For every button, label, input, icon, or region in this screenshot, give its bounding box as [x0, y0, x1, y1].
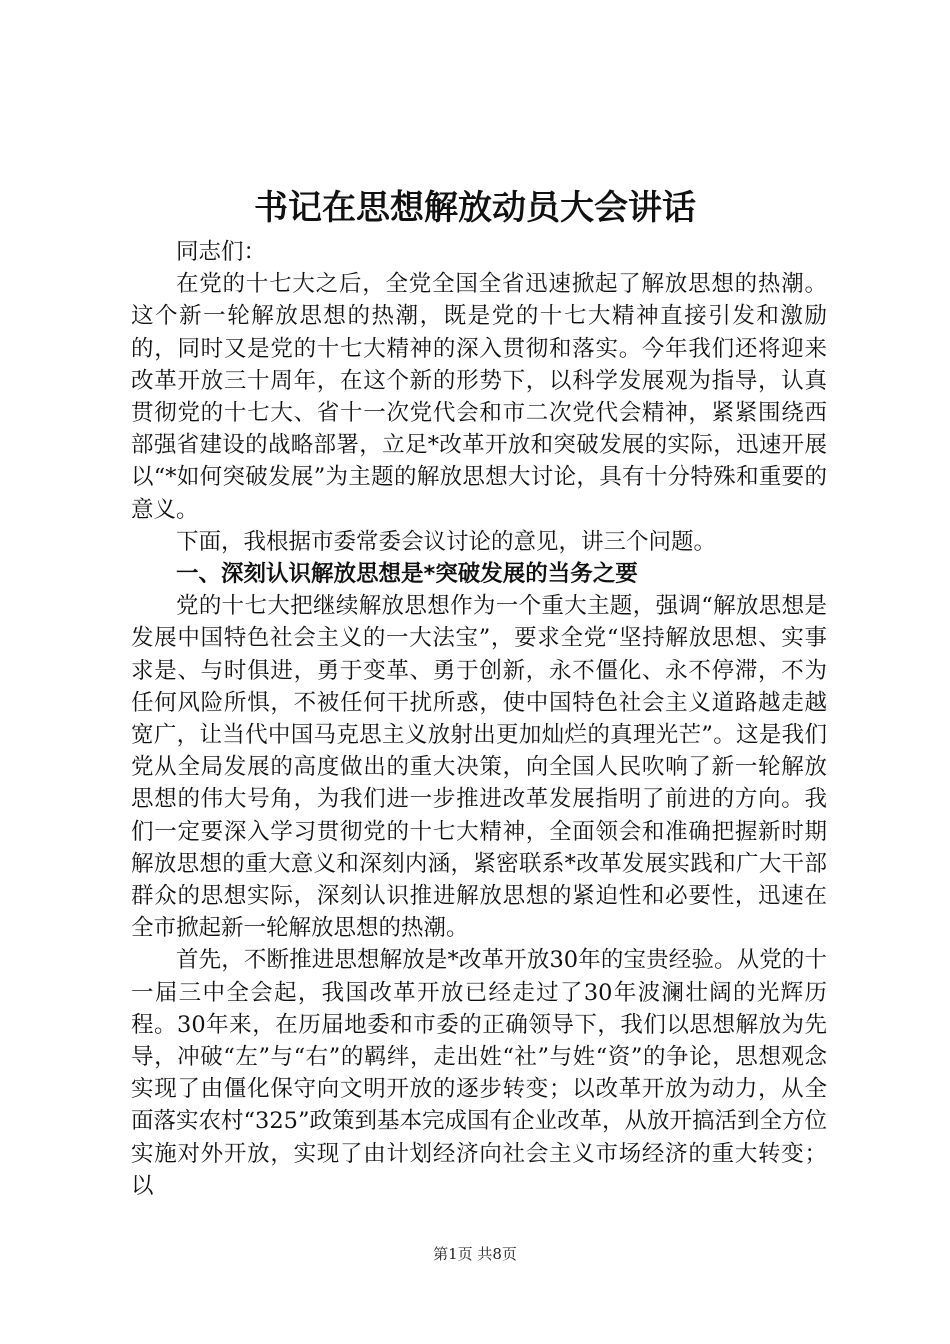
page-title: 书记在思想解放动员大会讲话: [254, 188, 696, 228]
paragraph-outline: 下面，我根据市委常委会议讨论的意见，讲三个问题。: [176, 528, 717, 555]
page-number-footer: 第1页 共8页: [433, 1245, 517, 1263]
document-body: [131, 236, 827, 1202]
paragraph-section-2: 首先，不断推进思想解放是*改革开放30年的宝贵经验。从党的十一届三中全会起，我国改革开放已经走过了30年波澜壮阔的光辉历程。30年来，在历届地委和市委的正确领导下，我们以思想解放为先导，冲破“左”与“右”的羁绊，走出姓“社”与姓“资”的争论，思想观念实现了由僵化保守向文明开放的逐步转变；以改革开放为动力，从全面落实农村“325”政策到基本完成国有企业改革，从放开搞活到全方位实施对外开放，实现了由计划经济向社会主义市场经济的重大转变；以: [131, 947, 827, 1199]
paragraph-section-1: 党的十七大把继续解放思想作为一个重大主题，强调“解放思想是发展中国特色社会主义的一大法宝”，要求全党“坚持解放思想、实事求是、与时俱进，勇于变革、勇于创新，永不僵化、永不停滞，不为任何风险所惧，不被任何干扰所惑，使中国特色社会主义道路越走越宽广，让当代中国马克思主义放射出更加灿烂的真理光芒”。这是我们党从全局发展的高度做出的重大决策，向全国人民吹响了新一轮解放思想的伟大号角，为我们进一步推进改革发展指明了前进的方向。我们一定要深入学习贯彻党的十七大精神，全面领会和准确把握新时期解放思想的重大意义和深刻内涵，紧密联系*改革发展实践和广大干部群众的思想实际，深刻认识推进解放思想的紧迫性和必要性，迅速在全市掀起新一轮解放思想的热潮。: [131, 593, 827, 942]
salutation: 同志们：: [176, 239, 267, 265]
paragraph-intro: 在党的十七大之后，全党全国全省迅速掀起了解放思想的热潮。这个新一轮解放思想的热潮，既是党的十七大精神直接引发和激励的，同时又是党的十七大精神的深入贯彻和落实。今年我们还将迎来改革开放三十周年，在这个新的形势下，以科学发展观为指导，认真贯彻党的十七大、省十一次党代会和市二次党代会精神，紧紧围绕西部强省建设的战略部署，立足*改革开放和突破发展的实际，迅速开展以“*如何突破发展”为主题的解放思想大讨论，具有十分特殊和重要的意义。: [131, 271, 827, 523]
section-heading: 一、深刻认识解放思想是*突破发展的当务之要: [176, 561, 638, 588]
